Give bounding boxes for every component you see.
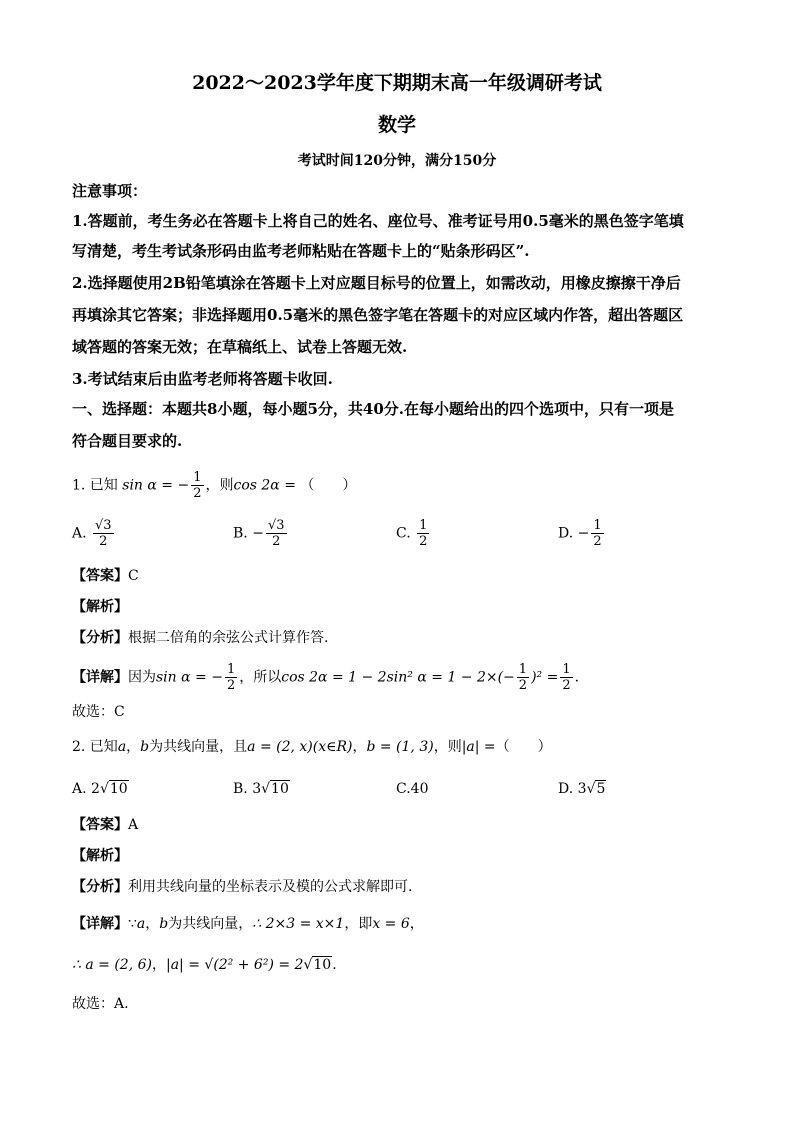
q2-option-d: D. 3√5 <box>558 781 606 797</box>
q1-stem: 1. 已知 sin α = − $\frac{1}{2}$ ，则cos 2α = （ ） <box>72 470 357 501</box>
q1-option-b: B. − $\frac{√3}{2}$ <box>233 518 285 549</box>
notice-item2-line2: 再填涂其它答案；非选择题用0.5毫米的黑色签字笔在答题卡的对应区域内作答，超出答题区 <box>72 306 684 324</box>
q2-option-b: B. 3√10 <box>233 781 289 797</box>
notice-item2-line1: 2.选择题使用2B铅笔填涂在答题卡上对应题目标号的位置上，如需改动，用橡皮擦擦干净后 <box>72 274 681 292</box>
q1-answer: 【答案】C <box>72 568 139 584</box>
exam-info: 考试时间120分钟，满分150分 <box>297 153 497 169</box>
q2-xiangjie-line2: ∴ a = (2, 6)，|a| = √(2² + 6²) = 2√10. <box>72 957 337 973</box>
q1-option-c: C. $\frac{1}{2}$ <box>396 518 428 549</box>
notice-item2-line3: 域答题的答案无效；在草稿纸上、试卷上答题无效. <box>72 338 408 356</box>
q2-option-c: C.40 <box>396 781 429 797</box>
q1-xiangjie: 【详解】因为sin α = − $\frac{1}{2}$ ，所以cos 2α = 1 − 2sin² α = 1 − 2×(− $\frac{1}{2}$ )² = $\frac{1}{2}$ . <box>72 662 580 693</box>
notice-heading: 注意事项： <box>72 182 148 200</box>
q1-jiexi: 【解析】 <box>72 599 128 615</box>
q1-final: 故选：C <box>72 704 125 720</box>
notice-item1-line1: 1.答题前，考生务必在答题卡上将自己的姓名、座位号、准考证号用0.5毫米的黑色签字笔填 <box>72 212 684 230</box>
q1-option-a: A. $\frac{√3}{2}$ <box>72 518 112 549</box>
q2-final: 故选：A. <box>72 996 129 1012</box>
q1-option-d: D. − $\frac{1}{2}$ <box>558 518 602 549</box>
notice-item1-line2: 写清楚，考生考试条形码由监考老师粘贴在答题卡上的“贴条形码区”. <box>72 242 530 260</box>
section1-line1: 一、选择题：本题共8小题，每小题5分，共40分.在每小题给出的四个选项中，只有一项是 <box>72 400 674 418</box>
q2-option-a: A. 2√10 <box>72 781 128 797</box>
q2-answer: 【答案】A <box>72 817 139 833</box>
q1-fenxi: 【分析】根据二倍角的余弦公式计算作答. <box>72 630 329 646</box>
q2-xiangjie: 【详解】∵a，b为共线向量，∴ 2×3 = x×1，即x = 6， <box>72 916 424 932</box>
section1-line2: 符合题目要求的. <box>72 432 183 450</box>
q2-jiexi: 【解析】 <box>72 848 128 864</box>
exam-subject: 数学 <box>377 114 416 136</box>
q2-fenxi: 【分析】利用共线向量的坐标表示及模的公式求解即可. <box>72 879 413 895</box>
exam-title: 2022～2023学年度下期期末高一年级调研考试 <box>192 72 602 94</box>
notice-item3: 3.考试结束后由监考老师将答题卡收回. <box>72 370 333 388</box>
q2-stem: 2. 已知a，b为共线向量，且a = (2, x)(x∈R)，b = (1, 3)，则|a| =（ ） <box>72 739 552 755</box>
